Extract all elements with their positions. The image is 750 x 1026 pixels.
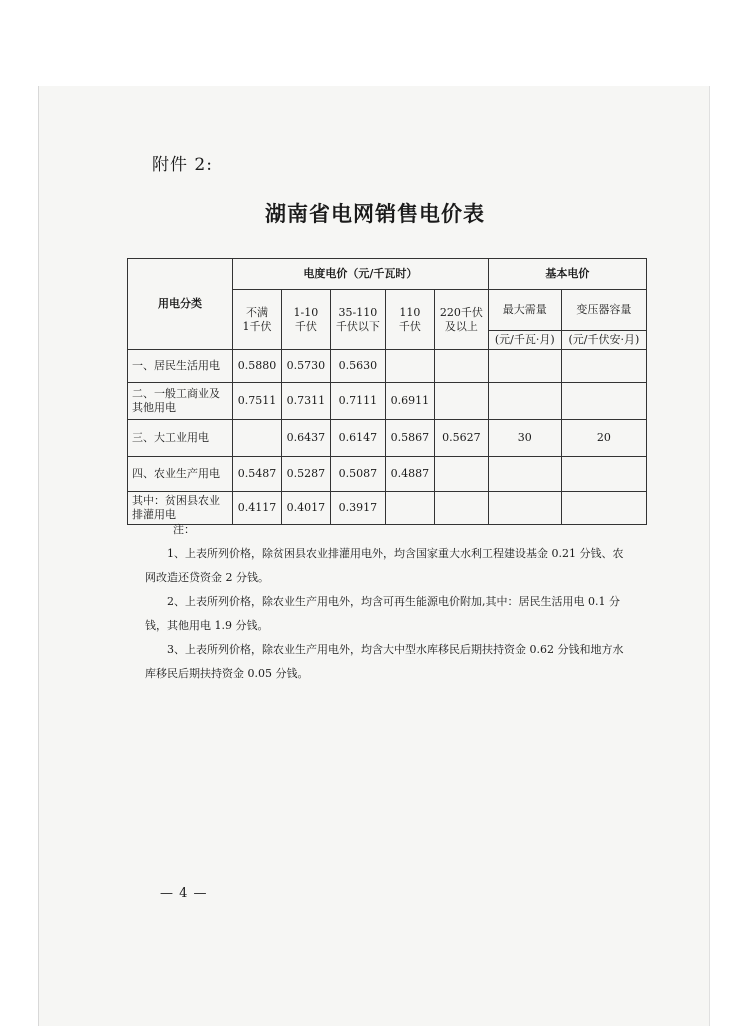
price-cell: 0.5730 bbox=[281, 350, 330, 383]
max-demand-header: 最大需量 bbox=[488, 290, 561, 331]
price-cell: 0.3917 bbox=[330, 492, 385, 525]
price-cell: 0.6147 bbox=[330, 420, 385, 457]
voltage-column-header: 220千伏 及以上 bbox=[434, 290, 488, 350]
max-demand-unit: (元/千瓦·月) bbox=[488, 331, 561, 350]
price-cell: 0.7111 bbox=[330, 383, 385, 420]
price-cell: 0.7511 bbox=[233, 383, 282, 420]
notes-section bbox=[145, 518, 625, 686]
price-cell: 0.6911 bbox=[385, 383, 434, 420]
table-header-row bbox=[128, 259, 647, 290]
row-category: 其中：贫困县农业排灌用电 bbox=[128, 492, 233, 525]
price-cell: 0.5630 bbox=[330, 350, 385, 383]
basic-price-cell bbox=[488, 457, 561, 492]
transformer-capacity-unit: (元/千伏安·月) bbox=[561, 331, 646, 350]
price-cell: 0.6437 bbox=[281, 420, 330, 457]
price-cell bbox=[434, 350, 488, 383]
table-row bbox=[128, 457, 647, 492]
document-title: 湖南省电网销售电价表 bbox=[265, 201, 485, 226]
price-cell: 0.4117 bbox=[233, 492, 282, 525]
price-cell: 0.7311 bbox=[281, 383, 330, 420]
voltage-column-header: 35-110 千伏以下 bbox=[330, 290, 385, 350]
price-cell: 0.5487 bbox=[233, 457, 282, 492]
price-cell: 0.5087 bbox=[330, 457, 385, 492]
note-item: 3、上表所列价格，除农业生产用电外，均含大中型水库移民后期扶持资金 0.62 分钱和地方水库移民后期扶持资金 0.05 分钱。 bbox=[145, 643, 624, 680]
energy-price-header: 电度电价（元/千瓦时） bbox=[233, 259, 489, 290]
page-number: — 4 — bbox=[160, 886, 208, 901]
note-item: 2、上表所列价格，除农业生产用电外，均含可再生能源电价附加,其中：居民生活用电 0.1 分钱，其他用电 1.9 分钱。 bbox=[145, 595, 620, 632]
category-header: 用电分类 bbox=[128, 259, 233, 350]
basic-price-cell bbox=[561, 350, 646, 383]
note-item: 1、上表所列价格，除贫困县农业排灌用电外，均含国家重大水利工程建设基金 0.21 分钱、农网改造还贷资金 2 分钱。 bbox=[145, 547, 624, 584]
price-cell bbox=[385, 350, 434, 383]
basic-price-cell: 30 bbox=[488, 420, 561, 457]
price-cell bbox=[434, 457, 488, 492]
basic-price-cell bbox=[561, 457, 646, 492]
row-category: 四、农业生产用电 bbox=[128, 457, 233, 492]
tariff-table bbox=[127, 258, 647, 525]
price-cell: 0.4017 bbox=[281, 492, 330, 525]
price-cell bbox=[434, 383, 488, 420]
table-row bbox=[128, 383, 647, 420]
voltage-column-header: 不满 1千伏 bbox=[233, 290, 282, 350]
row-category: 一、居民生活用电 bbox=[128, 350, 233, 383]
basic-price-cell: 20 bbox=[561, 420, 646, 457]
price-cell: 0.5867 bbox=[385, 420, 434, 457]
transformer-capacity-header: 变压器容量 bbox=[561, 290, 646, 331]
basic-price-cell bbox=[488, 350, 561, 383]
voltage-column-header: 1-10 千伏 bbox=[281, 290, 330, 350]
basic-price-cell bbox=[561, 383, 646, 420]
table-row bbox=[128, 420, 647, 457]
price-cell: 0.5627 bbox=[434, 420, 488, 457]
notes-heading: 注： bbox=[173, 523, 195, 536]
table-row bbox=[128, 350, 647, 383]
price-cell: 0.4887 bbox=[385, 457, 434, 492]
row-category: 三、大工业用电 bbox=[128, 420, 233, 457]
basic-price-cell bbox=[488, 383, 561, 420]
price-cell: 0.5880 bbox=[233, 350, 282, 383]
row-category: 二、一般工商业及其他用电 bbox=[128, 383, 233, 420]
voltage-column-header: 110 千伏 bbox=[385, 290, 434, 350]
basic-price-header: 基本电价 bbox=[488, 259, 646, 290]
price-cell: 0.5287 bbox=[281, 457, 330, 492]
attachment-label: 附件 2: bbox=[152, 155, 213, 175]
price-cell bbox=[233, 420, 282, 457]
